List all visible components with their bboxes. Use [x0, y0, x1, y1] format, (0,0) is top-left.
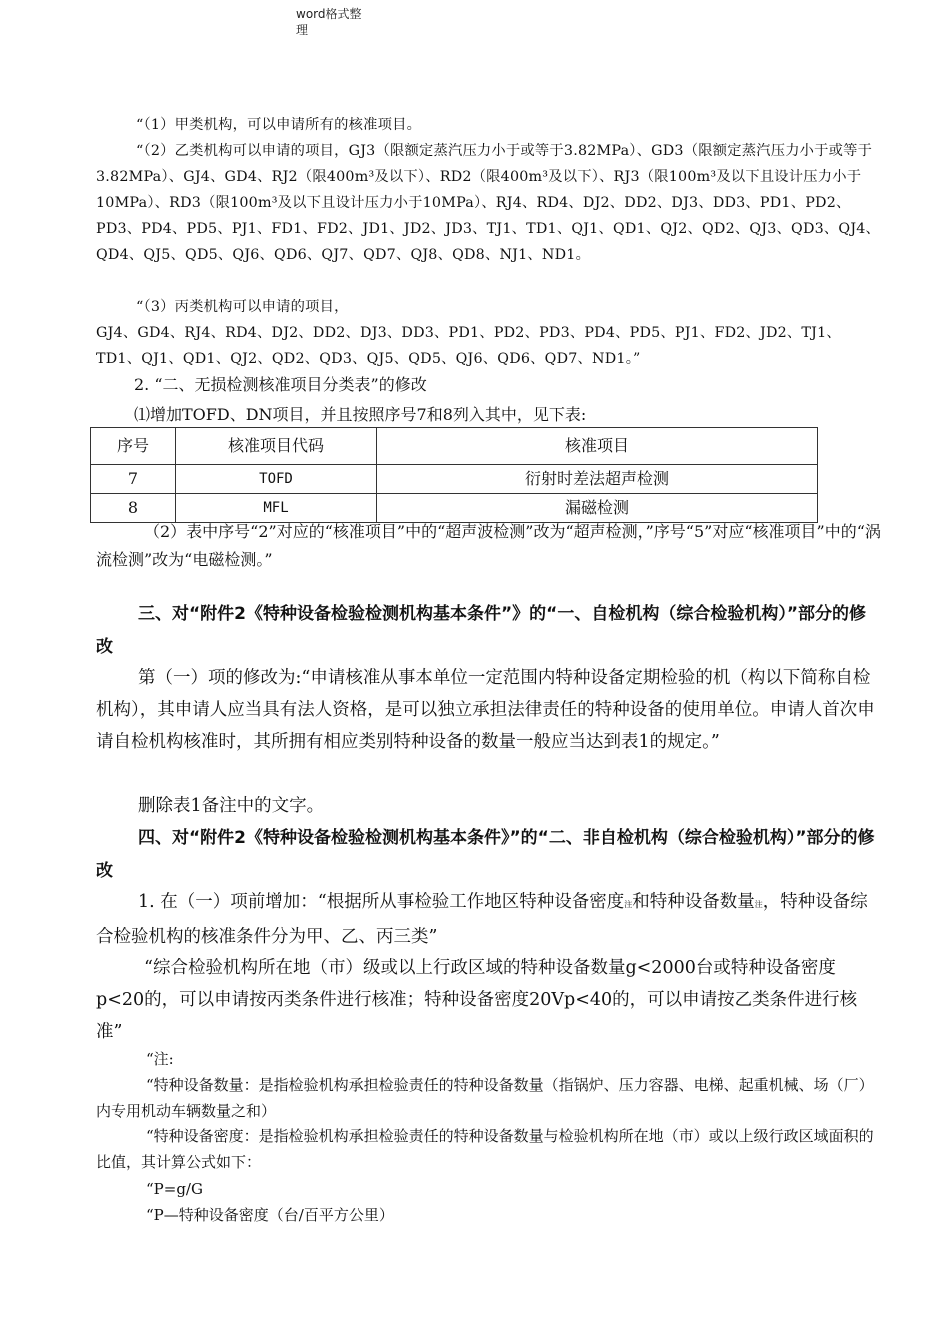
table-cell: 8	[91, 494, 176, 523]
table-cell: 衍射时差法超声检测	[377, 465, 818, 494]
section-3-paragraph-1: 第（一）项的修改为:“申请核准从事本单位一定范围内特种设备定期检验的机（构以下简称自检机构），其申请人应当具有法人资格，是可以独立承担法律责任的特种设备的使用单位。申请人首次申请自检机构核准时，其所拥有相应类别特种设备的数量一般应当达到表1的规定。”	[96, 668, 875, 752]
item-2-paragraph: “（2）乙类机构可以申请的项目，GJ3（限额定蒸汽压力小于或等于3.82MPa）、GD3（限额定蒸汽压力小于或等于3.82MPa）、GJ4、GD4、RJ2（限400m³及以下）、RD2（限400m³及以下）、RJ3（限100m³及以下且设计压力小于10MPa）、RD3（限100m³及以下且设计压力小于10MPa）、RJ4、RD4、DJ2、DD2、DJ3、DD3、PD1、PD2、PD3、PD4、PD5、PJ1、FD1、FD2、JD1、JD2、JD3、TJ1、TD1、QJ1、QD1、QJ2、QD2、QJ3、QD3、QJ4、QD4、QJ5、QD5、QJ6、QD6、QJ7、QD7、QJ8、QD8、NJ1、ND1。	[96, 143, 881, 263]
item-3-list: GJ4、GD4、RJ4、RD4、DJ2、DD2、DJ3、DD3、PD1、PD2、PD3、PD4、PD5、PJ1、FD2、JD2、TJ1、TD1、QJ1、QD1、QJ2、QD2、QD3、QJ5、QD5、QJ6、QD6、QD7、ND1。”	[96, 325, 841, 367]
section-4-paragraph-2: “综合检验机构所在地（市）级或以上行政区域的特种设备数量g<2000台或特种设备密度p<20的，可以申请按丙类条件进行核准；特种设备密度20Vp<40的，可以申请按乙类条件进行核准”	[96, 958, 858, 1042]
page-header	[296, 6, 362, 38]
table-cell: 漏磁检测	[377, 494, 818, 523]
footnote-marker: 注	[754, 900, 763, 909]
note-1-paragraph: “特种设备数量：是指检验机构承担检验责任的特种设备数量（指锅炉、压力容器、电梯、起重机械、场（厂）内专用机动车辆数量之和）	[96, 1076, 874, 1120]
formula-definition: “P—特种设备密度（台/百平方公里）	[146, 1206, 394, 1224]
section-2-heading: 2. “二、无损检测核准项目分类表”的修改	[134, 375, 427, 394]
para-1-text-a: 1. 在（一）项前增加：“根据所从事检验工作地区特种设备密度	[138, 892, 625, 912]
project-table	[90, 427, 818, 523]
table-header-cell: 核准项目	[377, 428, 818, 465]
section-2-sub-1: ⑴增加TOFD、DN项目，并且按照序号7和8列入其中，见下表:	[134, 405, 587, 424]
section-4-heading: 四、对“附件2《特种设备检验检测机构基本条件》”的“二、非自检机构（综合检验机构）”部分的修改	[96, 828, 875, 881]
footnote-marker: 注	[624, 900, 633, 909]
table-cell: 7	[91, 465, 176, 494]
table-header-cell: 序号	[91, 428, 176, 465]
para-1-text-b: 和特种设备数量	[632, 892, 755, 912]
table-row	[91, 465, 818, 494]
header-line-1: word格式整	[296, 7, 362, 21]
note-2-paragraph: “特种设备密度：是指检验机构承担检验责任的特种设备数量与检验机构所在地（市）或以上级行政区域面积的比值，其计算公式如下：	[96, 1127, 874, 1171]
item-3-intro: “（3）丙类机构可以申请的项目，	[136, 299, 349, 315]
para-1-text-c: ，特种设备综合检验机构的核准条件分为甲、乙、丙三类”	[96, 892, 868, 947]
section-3-heading: 三、对“附件2《特种设备检验检测机构基本条件”》的“一、自检机构（综合检验机构）”部分的修改	[96, 604, 867, 657]
header-line-2: 理	[296, 23, 309, 37]
note-label: “注:	[146, 1050, 174, 1068]
section-4-paragraph-1	[96, 886, 882, 953]
item-1-paragraph: “（1）甲类机构，可以申请所有的核准项目。	[136, 117, 422, 133]
section-2-sub-2: （2）表中序号“2”对应的“核准项目”中的“超声波检测”改为“超声检测，”序号“5”对应“核准项目”中的“涡流检测”改为“电磁检测。”	[96, 522, 881, 569]
table-cell: MFL	[176, 494, 377, 523]
table-header-row	[91, 428, 818, 465]
table-cell: TOFD	[176, 465, 377, 494]
section-3-paragraph-2: 删除表1备注中的文字。	[138, 796, 325, 816]
table-header-cell: 核准项目代码	[176, 428, 377, 465]
formula: “P=g/G	[146, 1180, 203, 1198]
